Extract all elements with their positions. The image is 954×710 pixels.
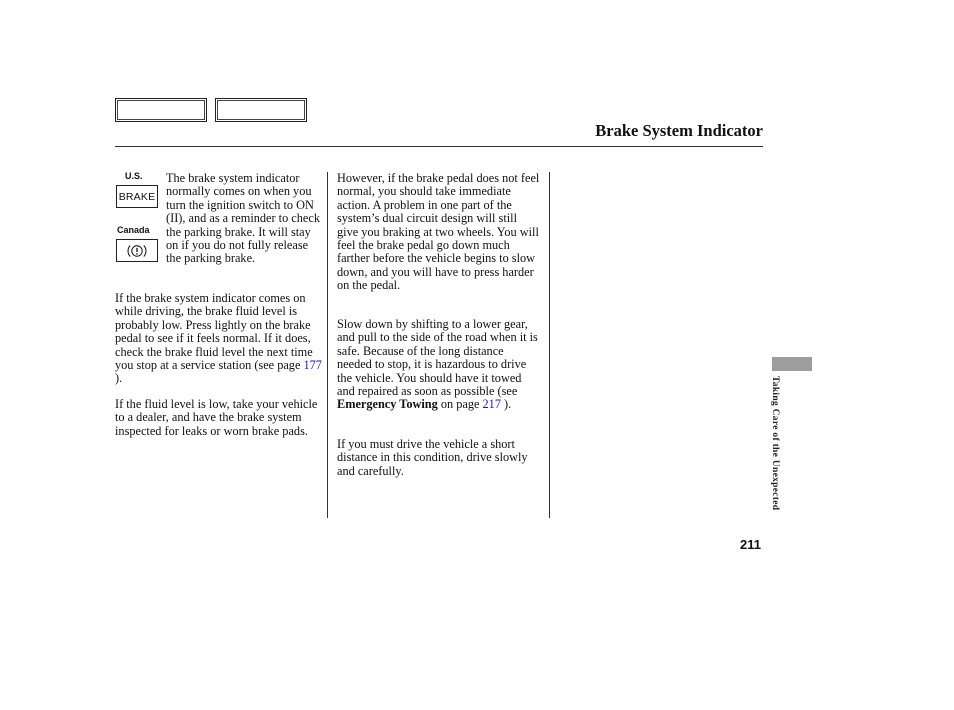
canada-indicator-label: Canada [117,225,150,235]
nav-button-next[interactable] [215,98,307,122]
paragraph-slow-down [337,318,541,412]
paragraph-text: If the fluid level is low, take your vehicle to a dealer, and have the brake system inspected for leaks or worn brake pads. [115,397,318,438]
paragraph-dealer-inspection [115,398,320,438]
page-title: Brake System Indicator [595,121,763,140]
paragraph-text: If you must drive the vehicle a short distance in this condition, drive slowly and carefully. [337,437,528,478]
paragraph-fragment: Slow down by shifting to a lower gear, and pull to the side of the road when it is safe. Because of the long distance needed to stop, it is hazardous to drive the vehicle. You should have it towed and repaired as soon as possible (see [337,317,538,399]
section-label: Taking Care of the Unexpected [770,376,780,511]
paragraph-fragment: ). [115,371,123,386]
title-divider [115,146,763,147]
exclamation-circle-icon [126,243,148,259]
paragraph-pedal-abnormal [337,172,541,293]
paragraph-fluid-low [115,292,322,386]
column-divider [327,172,328,518]
page-link-177[interactable]: 177 [303,358,322,373]
paragraph-indicator-intro [166,172,322,266]
page-link-217[interactable]: 217 [482,397,501,412]
column-divider [549,172,550,518]
brake-indicator-icon [116,185,158,208]
paragraph-text: The brake system indicator normally comes on when you turn the ignition switch to ON (II), and as a reminder to check the parking brake. It will stay on if you do not fully release the parking brake. [166,171,320,266]
paragraph-fragment: ). [500,397,512,412]
page-number: 211 [740,537,761,552]
emergency-towing-reference: Emergency Towing [337,397,438,412]
paragraph-text [337,318,541,412]
section-tab[interactable] [772,357,812,371]
brake-warning-symbol-icon [116,239,158,262]
brake-indicator-text: BRAKE [118,190,156,203]
paragraph-drive-carefully [337,438,541,478]
us-indicator-label: U.S. [125,171,143,181]
paragraph-text: However, if the brake pedal does not feel normal, you should take immediate action. A problem in one part of the system’s dual circuit design will still give you braking at two wheels. You will feel the brake pedal go down much farther before the vehicle begins to slow down, and you will have to press harder on the pedal. [337,171,540,293]
paragraph-fragment: on page [437,397,483,412]
paragraph-fragment: If the brake system indicator comes on while driving, the brake fluid level is probably low. Press lightly on the brake pedal to see if it feels normal. If it does, check the brake fluid level the next time you stop at a service station (see page [115,291,313,373]
nav-button-previous[interactable] [115,98,207,122]
paragraph-text [115,292,322,386]
